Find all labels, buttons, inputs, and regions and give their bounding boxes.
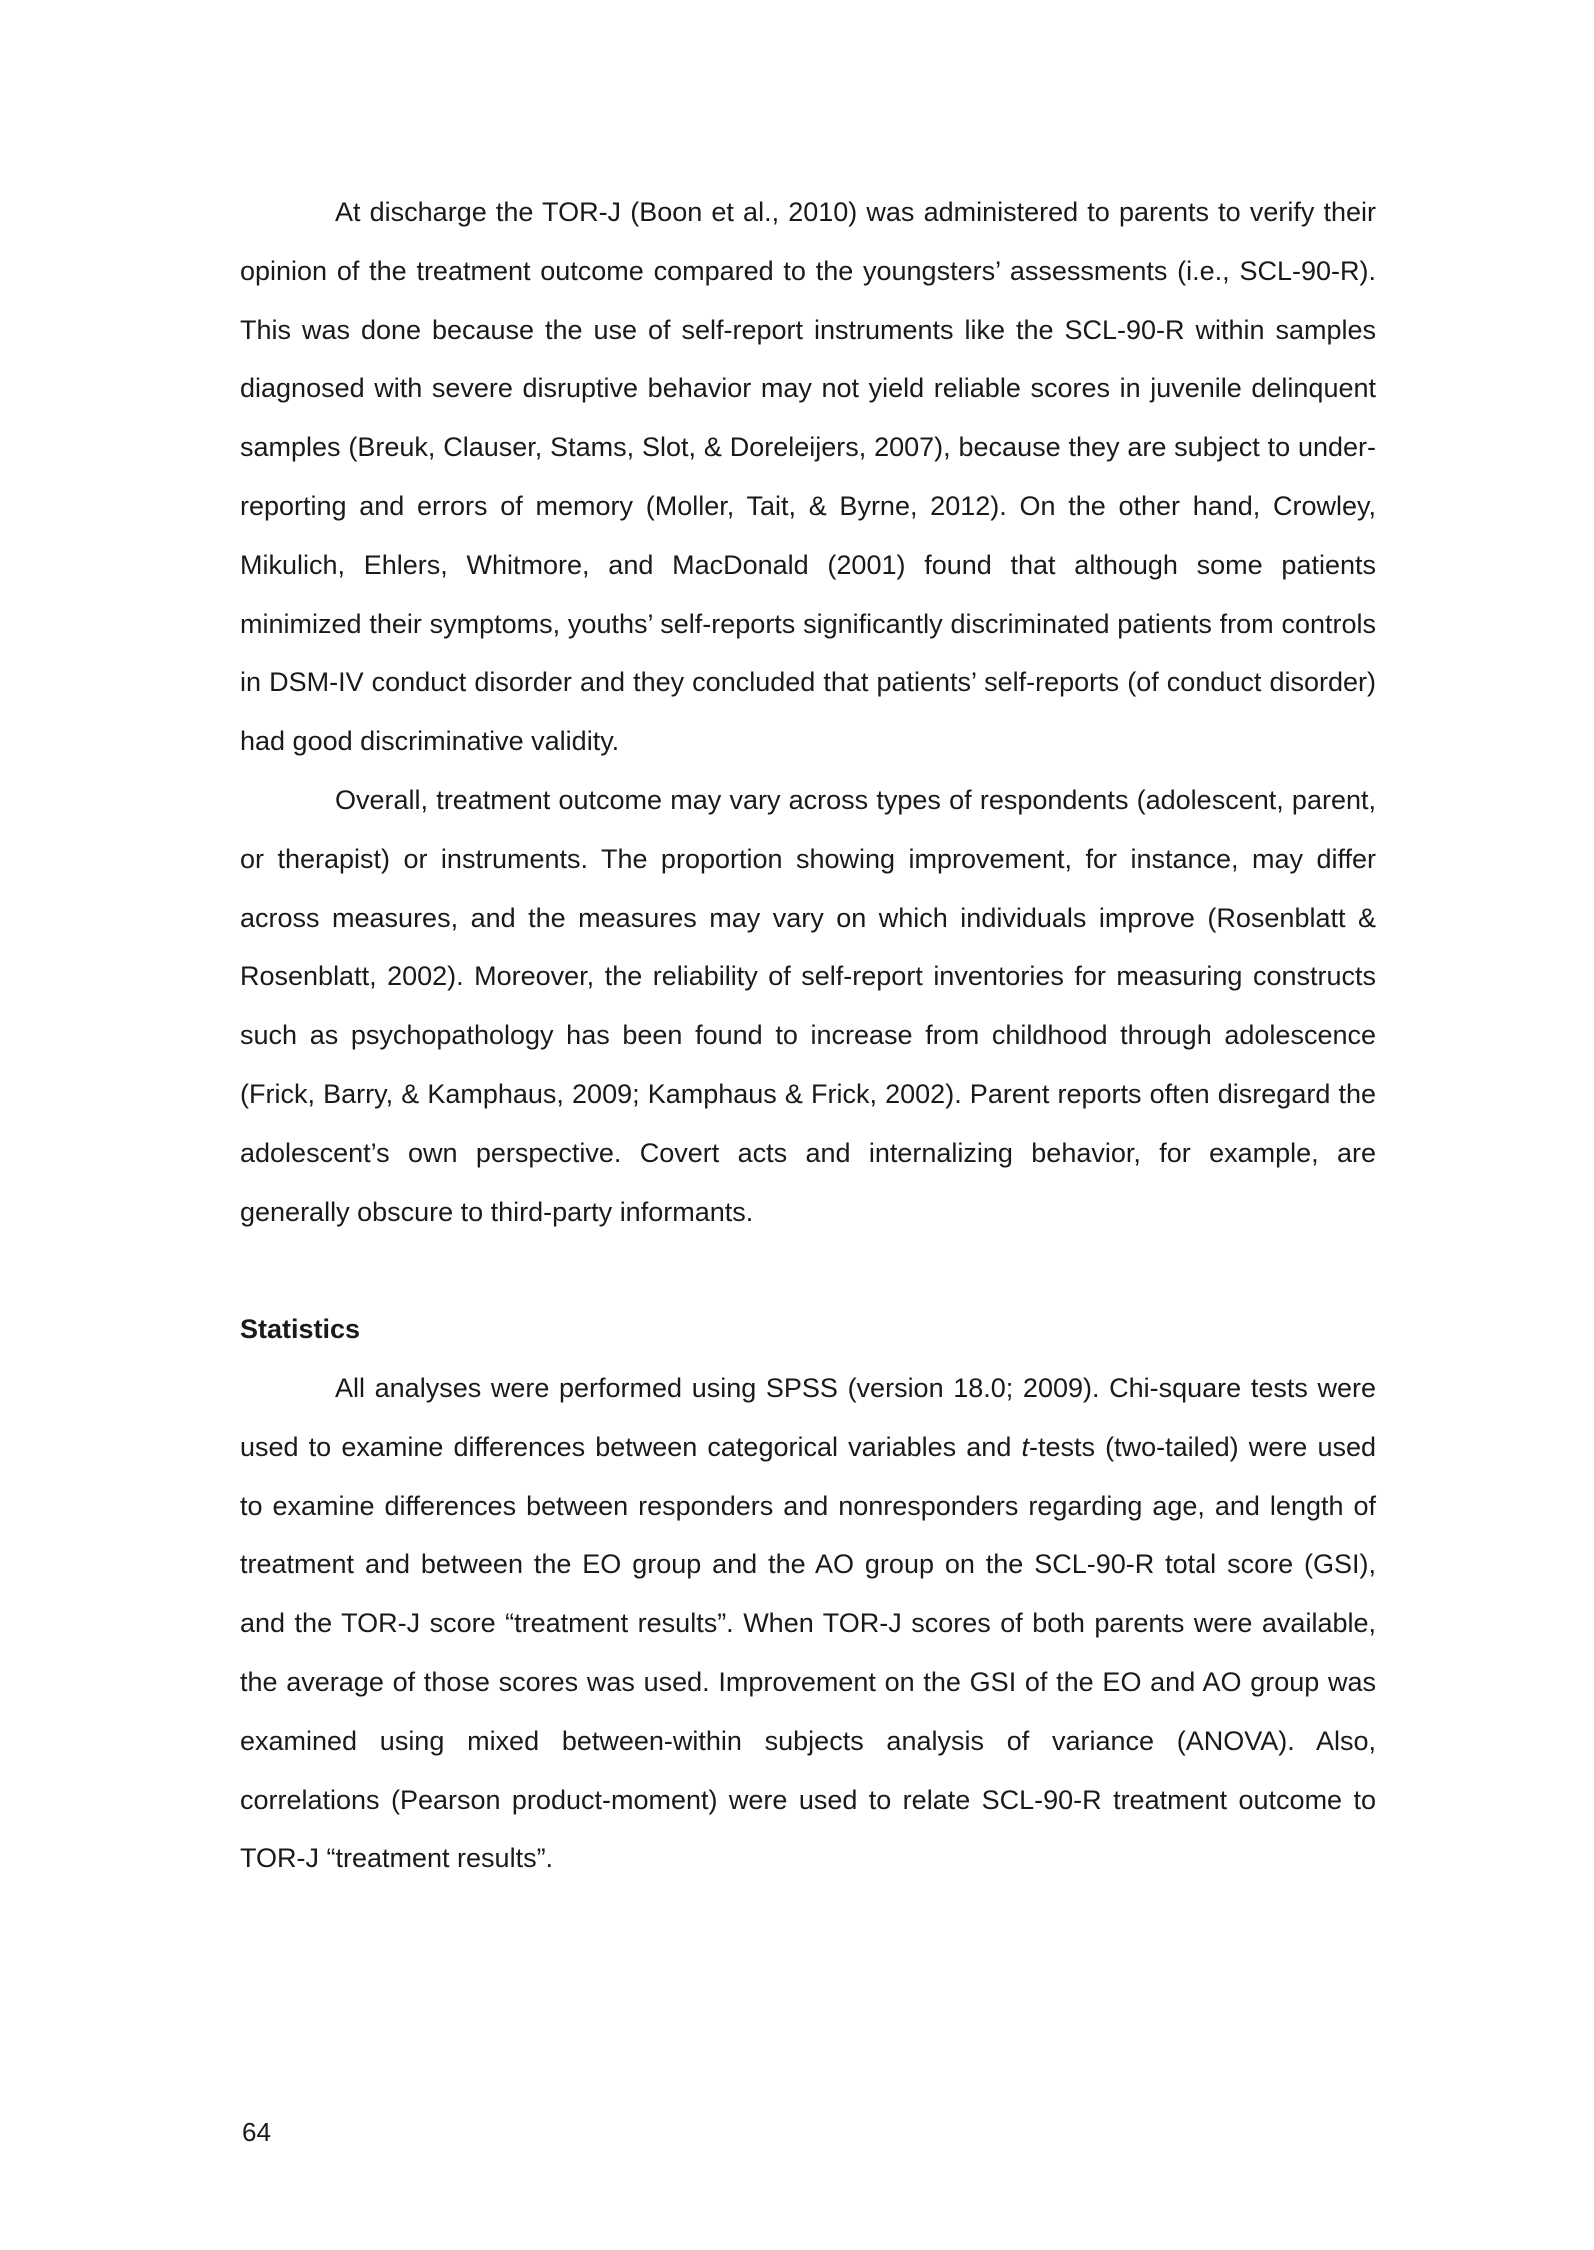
- page-number: 64: [242, 2117, 271, 2147]
- body-text: [240, 183, 1376, 1888]
- statistics-text-part2: -tests (two-tailed) were used to examine differences between responders and nonresponders regarding age, and length of treatment and between the EO group and the AO group on the SCL-90-R total score (GSI), and the TOR-J score “treatment results”. When TOR-J scores of both parents were available, the average of those scores was used. Improvement on the GSI of the EO and AO group was examined using mixed between-within subjects analysis of variance (ANOVA). Also, correlations (Pearson product-moment) were used to relate SCL-90-R treatment outcome to TOR-J “treatment results”.: [240, 1431, 1376, 1874]
- section-heading-statistics: Statistics: [240, 1314, 361, 1345]
- paragraph-tor-j-discharge: At discharge the TOR-J (Boon et al., 2010) was administered to parents to verify their opinion of the treatment outcome compared to the youngsters’ assessments (i.e., SCL-90-R). This was done because the use of self-report instruments like the SCL-90-R within samples diagnosed with severe disruptive behavior may not yield reliable scores in juvenile delinquent samples (Breuk, Clauser, Stams, Slot, & Doreleijers, 2007), because they are subject to under-reporting and errors of memory (Moller, Tait, & Byrne, 2012). On the other hand, Crowley, Mikulich, Ehlers, Whitmore, and MacDonald (2001) found that although some patients minimized their symptoms, youths’ self-reports significantly discriminated patients from controls in DSM-IV conduct disorder and they concluded that patients’ self-reports (of conduct disorder) had good discriminative validity.: [240, 197, 1376, 757]
- statistics-italic-t: t: [1021, 1431, 1029, 1462]
- paragraph-statistics: [240, 1359, 1376, 1888]
- paragraph-treatment-outcome: Overall, treatment outcome may vary across types of respondents (adolescent, parent, or therapist) or instruments. The proportion showing improvement, for instance, may differ across measures, and the measures may vary on which individuals improve (Rosenblatt & Rosenblatt, 2002). Moreover, the reliability of self-report inventories for measuring constructs such as psychopathology has been found to increase from childhood through adolescence (Frick, Barry, & Kamphaus, 2009; Kamphaus & Frick, 2002). Parent reports often disregard the adolescent’s own perspective. Covert acts and internalizing behavior, for example, are generally obscure to third-party informants.: [240, 784, 1376, 1227]
- statistics-text-part1: All analyses were performed using SPSS (version 18.0; 2009). Chi-square tests were used to examine differences between categorical variables and: [240, 1372, 1376, 1462]
